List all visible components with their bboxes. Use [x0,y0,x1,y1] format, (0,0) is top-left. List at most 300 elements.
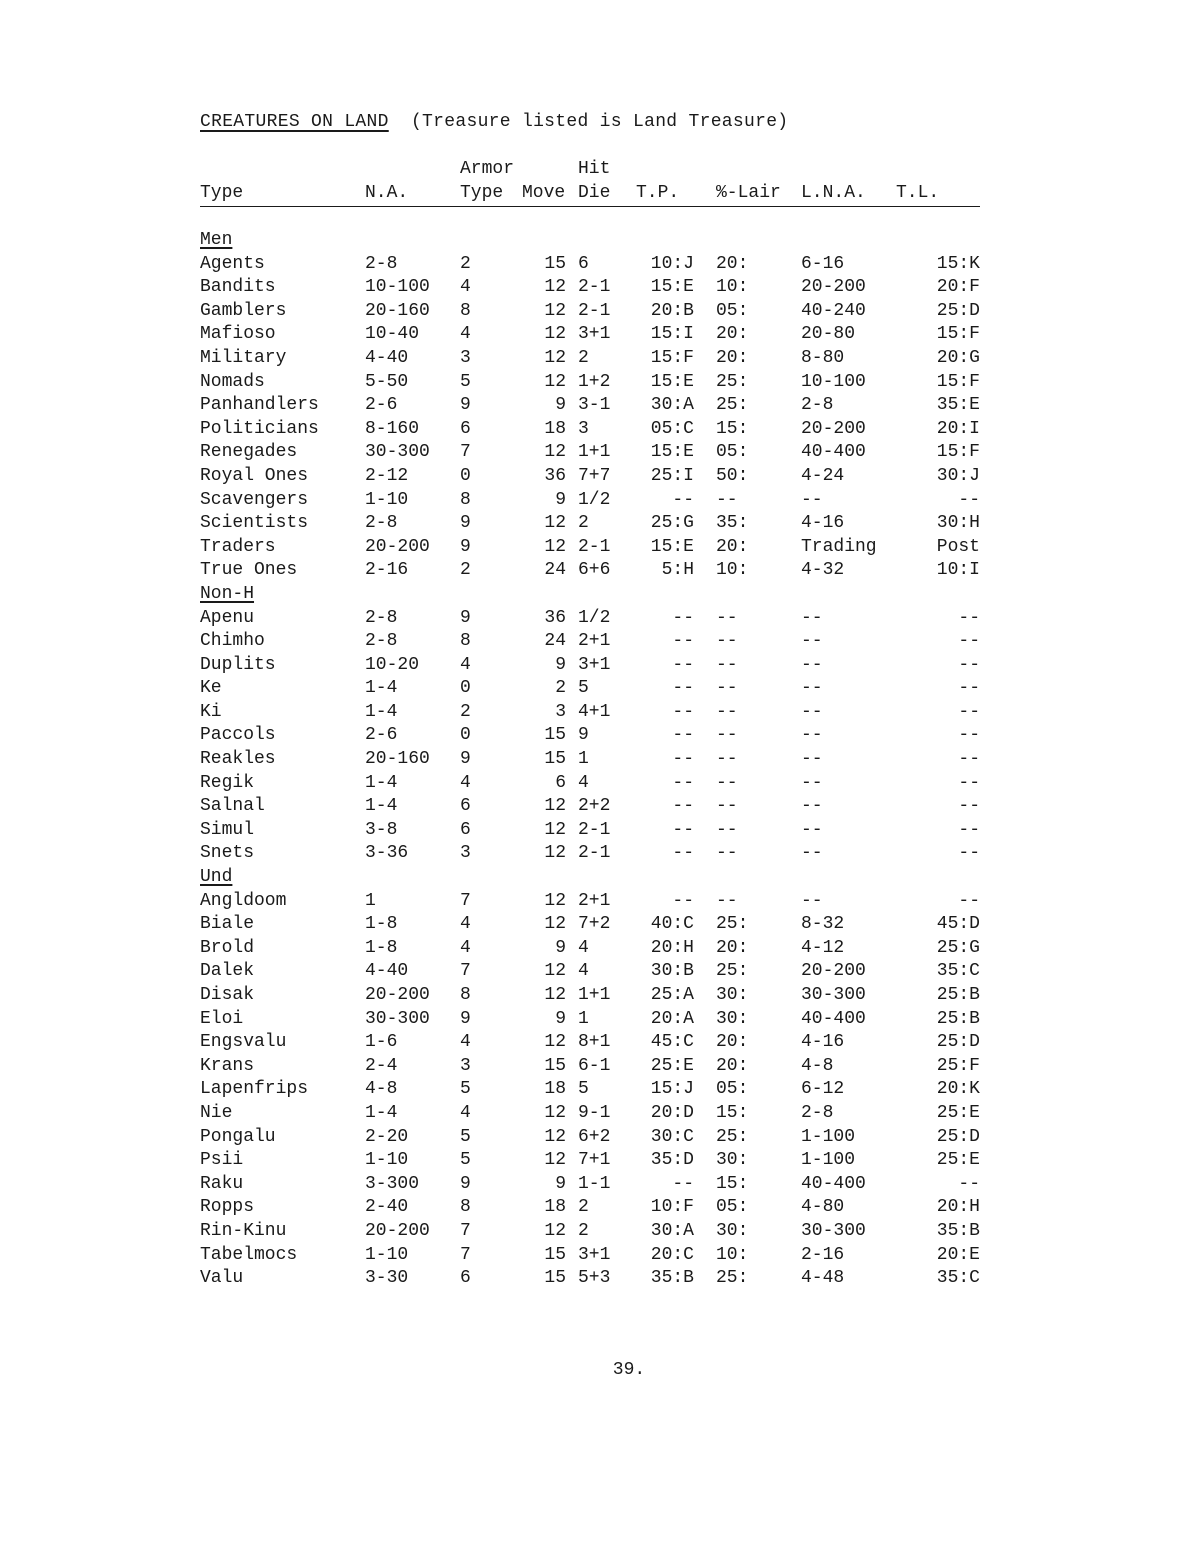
cell-tp: 10:J [650,253,694,274]
cell-lair: 20: [716,347,749,368]
cell-at: 0 [460,678,471,699]
table-row [200,1078,980,1102]
cell-lair: 05: [716,1079,749,1100]
cell-tl: 25:B [936,1008,980,1029]
cell-type: Gamblers [200,300,287,321]
cell-lna: -- [801,819,823,840]
cell-na: 2-6 [365,725,398,746]
table-row [200,1102,980,1126]
cell-hd: 7+2 [578,914,611,935]
cell-tp: 25:A [650,985,694,1005]
heading-note: (Treasure listed is Land Treasure) [410,112,789,132]
table-row [200,536,980,560]
col-na: N.A. [365,182,460,207]
cell-na: 2-8 [365,607,398,628]
cell-tl: 35:C [936,1268,980,1289]
cell-hd: 2-1 [578,536,611,557]
cell-hd: 2-1 [578,819,611,840]
cell-tp: 20:H [650,937,694,958]
cell-hd: 6-1 [578,1055,611,1076]
cell-at: 9 [460,536,471,557]
cell-lair: -- [716,701,738,722]
cell-tl: 25:E [936,1102,980,1123]
cell-tl: -- [958,749,980,770]
cell-at: 9 [460,513,471,534]
cell-lair: -- [716,607,738,628]
table-row [200,1244,980,1268]
cell-na: 30-300 [365,442,430,463]
cell-tp: -- [672,819,694,840]
cell-type: Dalek [200,961,255,982]
cell-tl: 30:J [936,465,980,486]
cell-mv: 12 [544,1220,566,1241]
table-row [200,1008,980,1032]
cell-at: 4 [460,324,471,345]
cell-tp: 30:A [650,395,694,416]
cell-mv: 15 [544,253,566,274]
cell-tl: -- [958,701,980,722]
cell-hd: 5 [578,678,589,699]
table-row [200,276,980,300]
cell-at: 4 [460,654,471,675]
table-row [200,630,980,654]
cell-hd: 8+1 [578,1032,611,1053]
cell-hd: 2-1 [578,277,611,298]
cell-type: Nomads [200,371,265,392]
cell-na: 10-100 [365,277,430,298]
table-row [200,418,980,442]
cell-na: 1-8 [365,937,398,958]
cell-at: 7 [460,961,471,982]
cell-hd: 3 [578,418,589,439]
table-row [200,253,980,277]
cell-type: Biale [200,914,255,935]
table-row [200,772,980,796]
cell-type: Eloi [200,1008,244,1029]
cell-hd: 2 [578,347,589,368]
cell-tp: 25:E [650,1055,694,1076]
cell-tl: -- [958,607,980,628]
cell-lna: 1-100 [801,1126,856,1147]
cell-hd: 2 [578,1220,589,1241]
cell-type: Pongalu [200,1126,276,1147]
cell-hd: 2+1 [578,631,611,652]
cell-lair: 25: [716,961,749,982]
cell-mv: 9 [555,1173,566,1194]
cell-lair: -- [716,654,738,675]
cell-lair: 30: [716,985,749,1005]
table-row [200,795,980,819]
table-row [200,441,980,465]
cell-mv: 15 [544,725,566,746]
cell-lna: 2-8 [801,395,834,416]
cell-tp: -- [672,749,694,770]
cell-tp: -- [672,631,694,652]
table-row [200,300,980,324]
cell-type: Politicians [200,418,319,439]
cell-type: Chimho [200,631,265,652]
table-row [200,748,980,772]
cell-lna: 2-16 [801,1244,845,1265]
group-label: Men [200,230,233,250]
page-footer [0,1360,1200,1380]
cell-lair: 50: [716,465,749,486]
cell-na: 1 [365,890,376,911]
cell-at: 9 [460,1173,471,1194]
col-armor-top: Armor [460,159,515,180]
cell-lna: -- [801,725,823,746]
cell-type: Paccols [200,725,276,746]
cell-type: Ropps [200,1197,255,1218]
cell-hd: 4 [578,961,589,982]
cell-lair: -- [716,843,738,864]
cell-lna: -- [801,654,823,675]
cell-at: 2 [460,560,471,581]
cell-at: 3 [460,1055,471,1076]
cell-type: Royal Ones [200,465,309,486]
cell-hd: 2+1 [578,890,611,911]
cell-at: 9 [460,395,471,416]
cell-type: Scientists [200,513,309,534]
cell-tp: 15:I [650,324,694,345]
table-row [200,960,980,984]
cell-type: Scavengers [200,489,309,510]
cell-tl: 25:D [936,300,980,321]
cell-lair: 10: [716,560,749,581]
cell-tp: 40:C [650,914,694,935]
cell-tl: -- [958,843,980,864]
cell-lair: 20: [716,1055,749,1076]
table-body [200,207,980,1291]
heading-title: CREATURES ON LAND [200,112,389,132]
cell-mv: 36 [544,607,566,628]
cell-mv: 9 [555,654,566,675]
table-row [200,371,980,395]
cell-tp: 15:F [650,347,694,368]
cell-type: Mafioso [200,324,276,345]
cell-type: Snets [200,843,255,864]
cell-lna: -- [801,489,823,510]
cell-mv: 12 [544,914,566,935]
cell-lna: -- [801,678,823,699]
cell-mv: 12 [544,796,566,817]
cell-lna: 20-200 [801,961,866,982]
cell-na: 2-40 [365,1197,409,1218]
cell-lna: 4-80 [801,1197,845,1218]
table-row [200,1149,980,1173]
cell-at: 6 [460,1268,471,1289]
cell-lair: 15: [716,418,749,439]
cell-lna: 4-16 [801,1032,845,1053]
cell-tl: 20:H [936,1197,980,1218]
cell-tp: 25:I [650,465,694,486]
cell-hd: 2+2 [578,796,611,817]
cell-mv: 12 [544,371,566,392]
cell-na: 20-160 [365,300,430,321]
cell-lna: -- [801,772,823,793]
cell-na: 2-4 [365,1055,398,1076]
cell-hd: 4 [578,937,589,958]
cell-tp: 15:J [650,1079,694,1100]
table-row [200,1220,980,1244]
cell-tp: -- [672,654,694,675]
table-row [200,913,980,937]
cell-hd: 1-1 [578,1173,611,1194]
cell-tp: 15:E [650,536,694,557]
col-move: Move [522,182,578,207]
group-row [200,229,980,253]
table-row [200,1031,980,1055]
cell-lna: 2-8 [801,1102,834,1123]
cell-hd: 3+1 [578,324,611,345]
cell-hd: 1 [578,749,589,770]
cell-tp: -- [672,701,694,722]
table-header [200,158,980,207]
cell-type: Valu [200,1268,244,1289]
cell-type: Brold [200,937,255,958]
cell-tl: 15:F [936,371,980,392]
cell-mv: 12 [544,324,566,345]
cell-hd: 2-1 [578,843,611,864]
cell-hd: 6 [578,253,589,274]
cell-at: 5 [460,1150,471,1171]
cell-hd: 9 [578,725,589,746]
cell-at: 5 [460,1126,471,1147]
cell-na: 2-12 [365,465,409,486]
cell-at: 0 [460,725,471,746]
cell-lna: -- [801,607,823,628]
cell-na: 8-160 [365,418,420,439]
cell-mv: 9 [555,489,566,510]
cell-na: 1-4 [365,1102,398,1123]
cell-hd: 3-1 [578,395,611,416]
cell-type: Panhandlers [200,395,319,416]
cell-at: 8 [460,1197,471,1218]
cell-tp: -- [672,725,694,746]
cell-hd: 6+2 [578,1126,611,1147]
cell-mv: 15 [544,749,566,770]
cell-tl: -- [958,819,980,840]
cell-lna: -- [801,749,823,770]
cell-type: Simul [200,819,255,840]
cell-lna: Trading [801,536,877,557]
table-row [200,1173,980,1197]
cell-type: Rin-Kinu [200,1220,287,1241]
cell-lair: -- [716,772,738,793]
cell-at: 8 [460,631,471,652]
table-row [200,512,980,536]
cell-mv: 12 [544,1102,566,1123]
cell-lna: 4-24 [801,465,845,486]
cell-tp: -- [672,796,694,817]
cell-lair: 20: [716,324,749,345]
table-row [200,1126,980,1150]
cell-lair: -- [716,890,738,911]
cell-lair: 20: [716,1032,749,1053]
cell-at: 4 [460,277,471,298]
cell-tp: -- [672,1173,694,1194]
cell-tl: 20:K [936,1079,980,1100]
cell-lair: -- [716,819,738,840]
cell-hd: 1 [578,1008,589,1029]
cell-tp: -- [672,890,694,911]
cell-type: Tabelmocs [200,1244,298,1265]
cell-lair: 25: [716,371,749,392]
table-row [200,394,980,418]
cell-lair: 30: [716,1220,749,1241]
cell-lair: 05: [716,1197,749,1218]
cell-hd: 3+1 [578,1244,611,1265]
table-row [200,607,980,631]
cell-tp: 20:D [650,1102,694,1123]
cell-na: 10-40 [365,324,420,345]
cell-na: 2-8 [365,513,398,534]
cell-lna: 10-100 [801,371,866,392]
table-row [200,323,980,347]
cell-type: Agents [200,253,265,274]
cell-at: 8 [460,985,471,1005]
table-row [200,937,980,961]
cell-mv: 12 [544,1032,566,1053]
cell-at: 4 [460,914,471,935]
cell-na: 4-40 [365,961,409,982]
cell-tl: -- [958,631,980,652]
cell-lna: -- [801,843,823,864]
cell-mv: 2 [555,678,566,699]
cell-na: 3-30 [365,1268,409,1289]
cell-type: Engsvalu [200,1032,287,1053]
cell-lna: 8-32 [801,914,845,935]
cell-tl: 30:H [936,513,980,534]
group-row [200,583,980,607]
cell-hd: 2-1 [578,300,611,321]
cell-lna: 20-200 [801,277,866,298]
cell-tl: 15:K [936,253,980,274]
cell-at: 6 [460,796,471,817]
group-label: Non-H [200,583,255,604]
cell-tp: 15:E [650,442,694,463]
cell-at: 9 [460,749,471,770]
cell-tp: -- [672,678,694,699]
table-row [200,1267,980,1291]
cell-tl: 25:D [936,1032,980,1053]
cell-type: Angldoom [200,890,287,911]
cell-tl: 35:C [936,961,980,982]
cell-type: Psii [200,1150,244,1171]
cell-hd: 1+2 [578,371,611,392]
cell-at: 4 [460,937,471,958]
cell-lna: 4-48 [801,1268,845,1289]
cell-tp: -- [672,843,694,864]
cell-na: 3-8 [365,819,398,840]
cell-hd: 1+1 [578,442,611,463]
cell-tl: 45:D [936,914,980,935]
cell-mv: 12 [544,300,566,321]
cell-tl: -- [958,772,980,793]
cell-type: Traders [200,536,276,557]
cell-tp: 15:E [650,371,694,392]
cell-at: 5 [460,1079,471,1100]
cell-tp: 20:C [650,1244,694,1265]
cell-hd: 7+1 [578,1150,611,1171]
cell-mv: 3 [555,701,566,722]
cell-tp: 05:C [650,418,694,439]
cell-mv: 12 [544,513,566,534]
cell-tp: -- [672,607,694,628]
cell-hd: 2 [578,513,589,534]
cell-lair: -- [716,489,738,510]
cell-na: 20-200 [365,985,430,1005]
group-label: Und [200,867,233,888]
cell-na: 2-8 [365,253,398,274]
cell-mv: 12 [544,961,566,982]
col-lna: L.N.A. [801,182,896,207]
cell-at: 6 [460,819,471,840]
col-type: Type [200,182,365,207]
table-row [200,347,980,371]
cell-mv: 9 [555,1008,566,1029]
table-row [200,465,980,489]
cell-mv: 12 [544,347,566,368]
cell-hd: 1/2 [578,607,611,628]
cell-tp: 25:G [650,513,694,534]
cell-lair: 10: [716,1244,749,1265]
cell-at: 2 [460,253,471,274]
table-row [200,984,980,1008]
creatures-table [200,158,980,1291]
cell-tp: 30:A [650,1220,694,1241]
cell-type: Regik [200,772,255,793]
col-lair: %-Lair [716,182,801,207]
cell-tl: 35:E [936,395,980,416]
cell-hd: 1/2 [578,489,611,510]
cell-lna: 30-300 [801,1220,866,1241]
cell-mv: 12 [544,985,566,1005]
table-row [200,724,980,748]
table-row [200,819,980,843]
cell-mv: 24 [544,631,566,652]
cell-mv: 6 [555,772,566,793]
cell-type: Disak [200,985,255,1005]
cell-na: 20-200 [365,1220,430,1241]
cell-lair: 15: [716,1173,749,1194]
cell-mv: 15 [544,1055,566,1076]
cell-at: 0 [460,465,471,486]
cell-hd: 3+1 [578,654,611,675]
cell-tl: 20:E [936,1244,980,1265]
cell-mv: 15 [544,1244,566,1265]
cell-na: 2-8 [365,631,398,652]
cell-at: 3 [460,347,471,368]
cell-lna: -- [801,631,823,652]
cell-lna: 4-8 [801,1055,834,1076]
cell-tl: -- [958,796,980,817]
cell-tp: -- [672,489,694,510]
cell-mv: 18 [544,1197,566,1218]
cell-lna: 40-400 [801,442,866,463]
cell-hd: 6+6 [578,560,611,581]
cell-mv: 12 [544,536,566,557]
cell-type: Raku [200,1173,244,1194]
table-row [200,890,980,914]
table-row [200,701,980,725]
cell-lair: 20: [716,937,749,958]
cell-lair: 30: [716,1008,749,1029]
col-hit-top: Hit [578,159,611,180]
cell-tp: 20:A [650,1008,694,1029]
cell-at: 7 [460,1220,471,1241]
cell-mv: 9 [555,395,566,416]
